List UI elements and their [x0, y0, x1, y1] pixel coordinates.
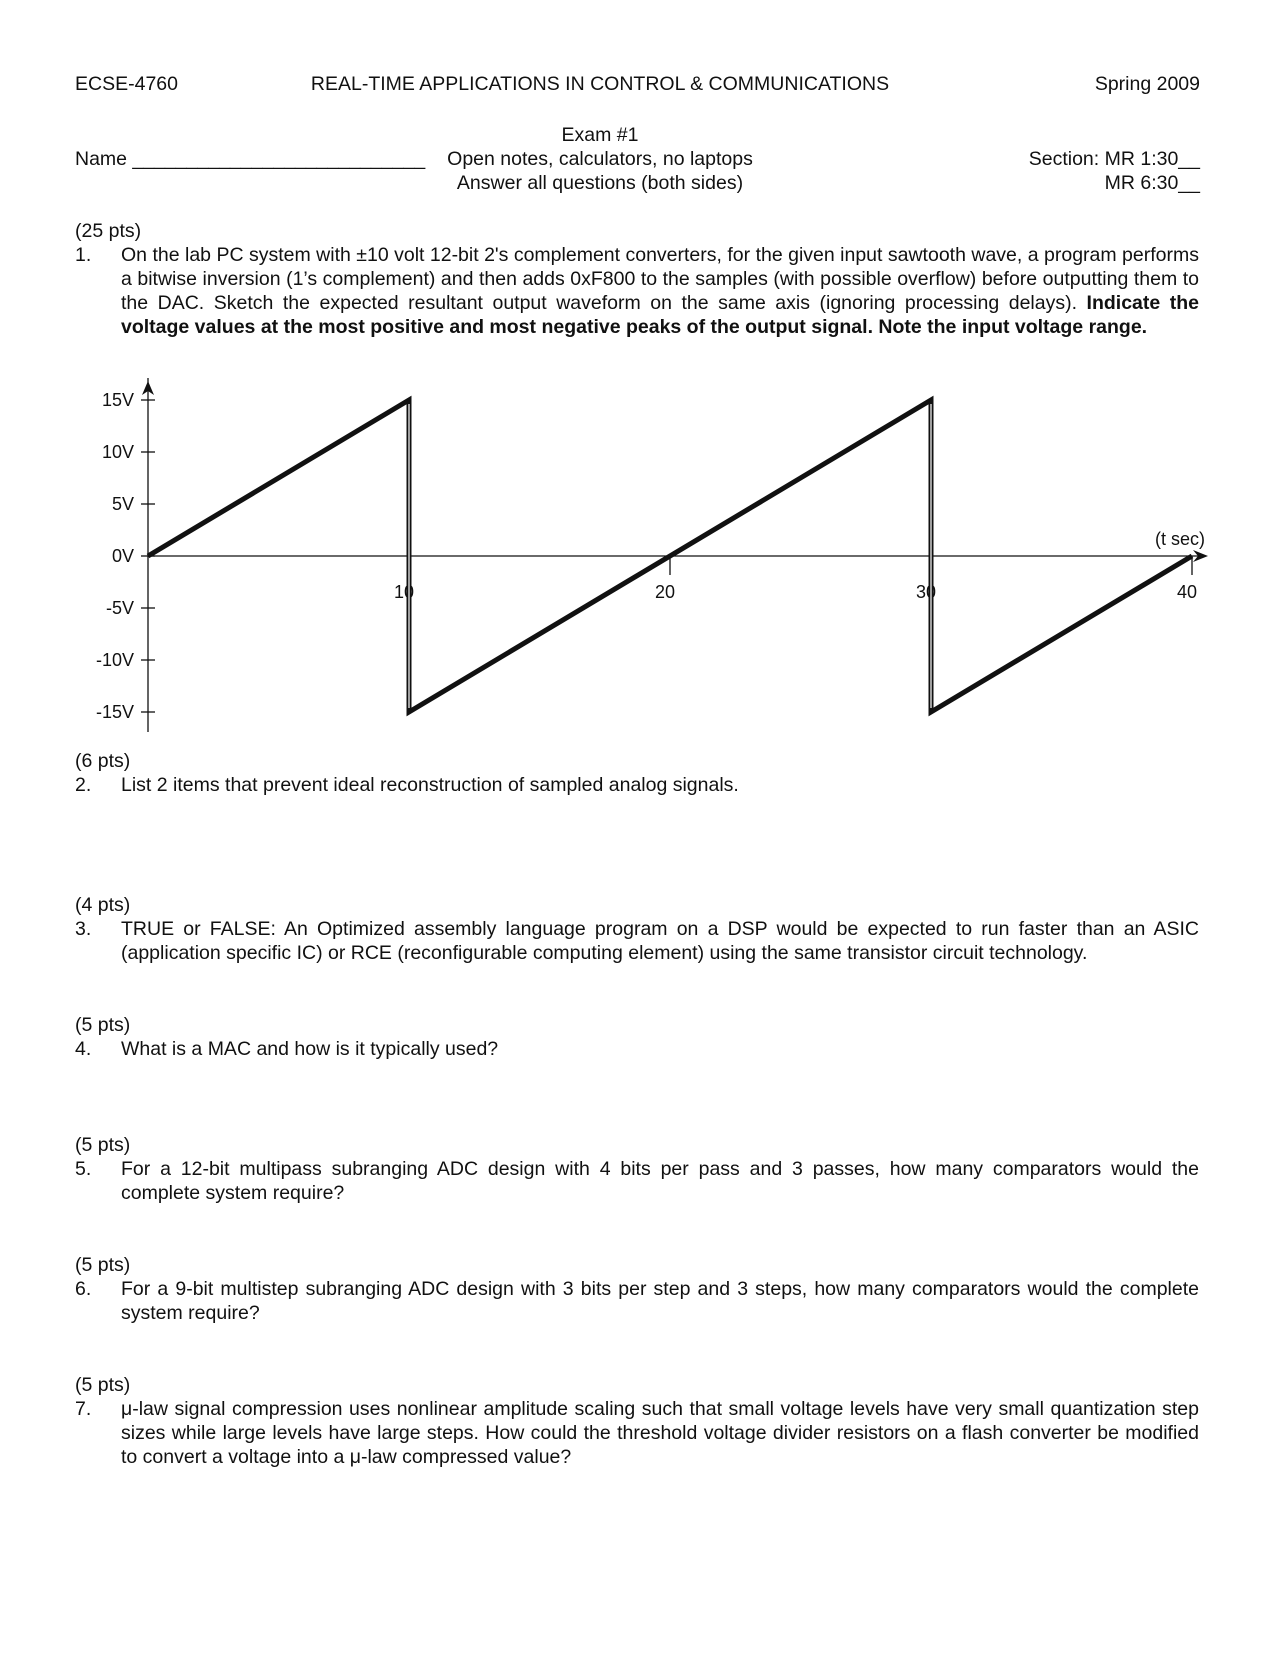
x-tick-label: 10: [393, 582, 415, 602]
section-line1[interactable]: Section: MR 1:30__: [1028, 148, 1200, 170]
x-tick-label: 40: [1176, 582, 1198, 602]
question-2-text: List 2 items that prevent ideal reconstruction of sampled analog signals.: [121, 774, 739, 796]
section-line2[interactable]: MR 6:30__: [1104, 172, 1200, 194]
question-1-body: On the lab PC system with ±10 volt 12-bit 2's complement converters, for the given input sawtooth wave, a program performs a bitwise inversion (1’s complement) and then adds 0xF800 to the samples (with possible overflow) before outputting them to the DAC. Sketch the expected resultant output waveform on the same axis (ignoring processing delays).: [121, 244, 1199, 314]
name-field[interactable]: Name ___________________________: [75, 148, 426, 170]
x-tick-label: 20: [654, 582, 676, 602]
exam-rules-line2: Answer all questions (both sides): [456, 172, 744, 194]
question-7-text: μ-law signal compression uses nonlinear amplitude scaling such that small voltage levels have very small quantization step sizes while large levels have large steps. How could the threshold voltage divider resistors on a flash converter be modified to convert a voltage into a μ-law compressed value?: [121, 1398, 1199, 1468]
question-6-points: (5 pts): [75, 1254, 131, 1276]
y-ticks: [96, 390, 155, 722]
question-5-number: 5.: [75, 1158, 92, 1180]
y-tick-label: 15V: [101, 390, 134, 410]
course-title: REAL-TIME APPLICATIONS IN CONTROL & COMMUNICATIONS: [310, 73, 890, 95]
y-tick-label: -10V: [95, 650, 134, 670]
sawtooth-chart[interactable]: [0, 370, 1280, 740]
question-4-points: (5 pts): [75, 1014, 131, 1036]
question-6-text: For a 9-bit multistep subranging ADC design with 3 bits per step and 3 steps, how many comparators would the complete system require?: [121, 1278, 1199, 1324]
x-ticks: [394, 556, 1197, 602]
question-1-number: 1.: [75, 244, 92, 266]
question-4-number: 4.: [75, 1038, 92, 1060]
question-2-number: 2.: [75, 774, 92, 796]
exam-rules-line1: Open notes, calculators, no laptops: [447, 148, 753, 170]
question-7-number: 7.: [75, 1398, 92, 1420]
question-5-text: For a 12-bit multipass subranging ADC design with 4 bits per pass and 3 passes, how many comparators would the complete system require?: [121, 1158, 1199, 1204]
term: Spring 2009: [1094, 73, 1200, 95]
question-1-points: (25 pts): [75, 220, 142, 242]
question-5-points: (5 pts): [75, 1134, 131, 1156]
y-tick-label: 5V: [111, 494, 134, 514]
question-3-number: 3.: [75, 918, 92, 940]
course-code: ECSE-4760: [75, 73, 178, 95]
y-tick-label: -5V: [105, 598, 134, 618]
y-tick-label: 10V: [101, 442, 134, 462]
x-tick-label: 30: [915, 582, 937, 602]
question-4-text: What is a MAC and how is it typically used?: [121, 1038, 499, 1060]
y-tick-label: 0V: [111, 546, 134, 566]
question-1-bold-instruction: Indicate the voltage values at the most positive and most negative peaks of the output signal. Note the input voltage range.: [121, 292, 1200, 338]
y-tick-label: -15V: [95, 702, 134, 722]
x-axis-label: (t sec): [1154, 529, 1205, 549]
question-3-text: TRUE or FALSE: An Optimized assembly language program on a DSP would be expected to run faster than an ASIC (application specific IC) or RCE (reconfigurable computing element) using the same transistor circuit technology.: [121, 918, 1199, 964]
question-2-points: (6 pts): [75, 750, 131, 772]
exam-title: Exam #1: [561, 124, 639, 146]
question-6-number: 6.: [75, 1278, 92, 1300]
question-1-text: [121, 243, 1199, 339]
question-7-points: (5 pts): [75, 1374, 131, 1396]
question-3-points: (4 pts): [75, 894, 131, 916]
